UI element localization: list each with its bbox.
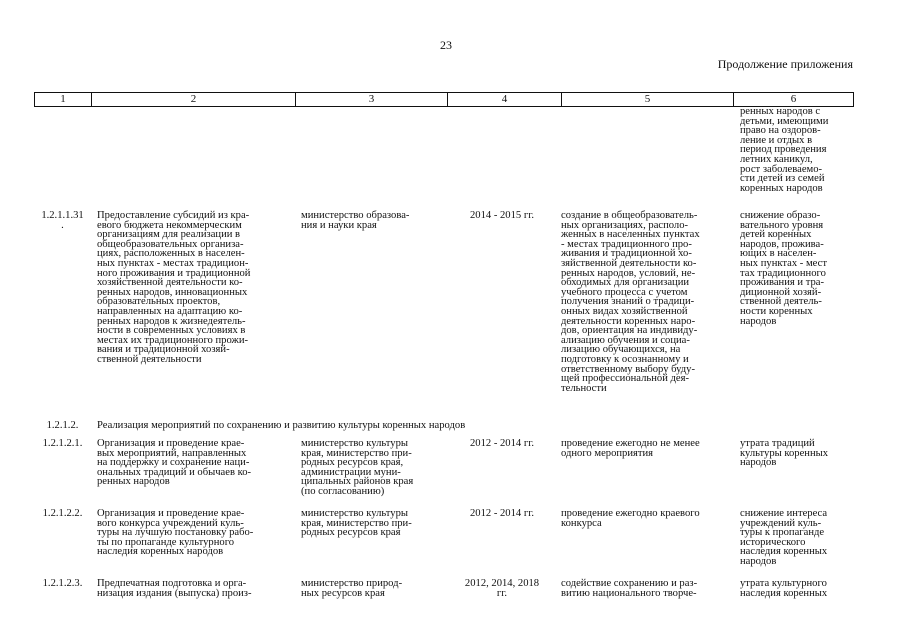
header-col-3: 3 (295, 93, 447, 106)
row-period: 2012 - 2014 гг. (470, 438, 534, 449)
header-col-2: 2 (91, 93, 295, 106)
continued-consequence: ренных народов с детьми, имеющими право на оздоров- ление и отдых в период проведения летних каникул, рост заболеваемо- сти детей из семей коренных народов (740, 106, 829, 194)
section-title: Реализация мероприятий по сохранению и развитию культуры коренных народов (97, 420, 466, 431)
header-col-4: 4 (447, 93, 561, 106)
row-measure: Организация и проведение крае- вых мероприятий, направленных на поддержку и сохранение наци- ональных традиций и обычаев ко- ренных народов (97, 438, 252, 488)
row-result: содействие сохранению и раз- витию национального творче- (561, 578, 698, 599)
page-number: 23 (440, 38, 452, 52)
continuation-label: Продолжение приложения (717, 57, 853, 71)
row-executor: министерство культуры края, министерство при- родных ресурсов края, администрации муни- ципальных районов края (по согласованию) (301, 438, 414, 497)
header-col-6: 6 (733, 93, 854, 106)
row-number: 1.2.1.2.3. (42, 578, 83, 589)
section-number: 1.2.1.2. (46, 420, 79, 431)
row-measure: Организация и проведение крае- вого конкурса учреждений куль- туры на лучшую постановку рабо- ты по пропаганде культурного наследия коренных народов (97, 508, 254, 558)
row-measure: Предпечатная подготовка и орга- низация издания (выпуска) произ- (97, 578, 252, 599)
row-result: проведение ежегодно не менее одного мероприятия (561, 438, 700, 459)
row-executor: министерство образова- ния и науки края (301, 210, 410, 231)
row-consequence: снижение образо- вательного уровня детей коренных народов, прожива- ющих в населен- ных пунктах - мест тах традиционного проживания и тра- диционной хозяй- ственной деятель- ности коренных народов (740, 210, 827, 327)
row-result: проведение ежегодно краевого конкурса (561, 508, 700, 529)
row-result: создание в общеобразователь- ных организациях, располо- женных в населенных пунктах - местах традиционного про- живания и традиционной хо- зяйственной деятельности ко- ренных народов, условий, не- обходимых для организации учебного процесса с учетом получения знаний о традици- онных видах хозяйственной деятельности коренных наро- дов, ориентация на индивиду- ализацию обучения и социа- лизацию обучающихся, на подготовку к осознанному и ответственному выбору буду- щей профессиональной дея- тельности (561, 210, 700, 394)
header-col-5: 5 (561, 93, 733, 106)
row-consequence: утрата традиций культуры коренных народов (740, 438, 829, 469)
table-header-row (34, 92, 854, 107)
row-number: 1.2.1.1.31 . (41, 210, 84, 231)
row-period: 2012, 2014, 2018 гг. (464, 578, 540, 599)
row-consequence: снижение интереса учреждений куль- туры к пропаганде исторического наследия коренных народов (740, 508, 828, 567)
row-number: 1.2.1.2.2. (42, 508, 83, 519)
row-executor: министерство природ- ных ресурсов края (301, 578, 403, 599)
row-period: 2012 - 2014 гг. (470, 508, 534, 519)
row-consequence: утрата культурного наследия коренных (740, 578, 828, 599)
row-executor: министерство культуры края, министерство при- родных ресурсов края (301, 508, 412, 539)
row-measure: Предоставление субсидий из кра- евого бюджета некоммерческим организациям для реализации в общеобразовательных организа- циях, расположенных в населен- ных пунктах - местах традицион- ного проживания и традиционной хозяйственной деятельности ко- ренных народов, инновационных образовательных проектов, направленных на адаптацию ко- ренных народов к жизнедеятель- ности в современных условиях в местах их традиционного прожи- вания и традиционной хозяй- ственной деятельности (97, 210, 251, 365)
row-number: 1.2.1.2.1. (42, 438, 83, 449)
row-period: 2014 - 2015 гг. (470, 210, 534, 221)
header-col-1: 1 (34, 93, 91, 106)
